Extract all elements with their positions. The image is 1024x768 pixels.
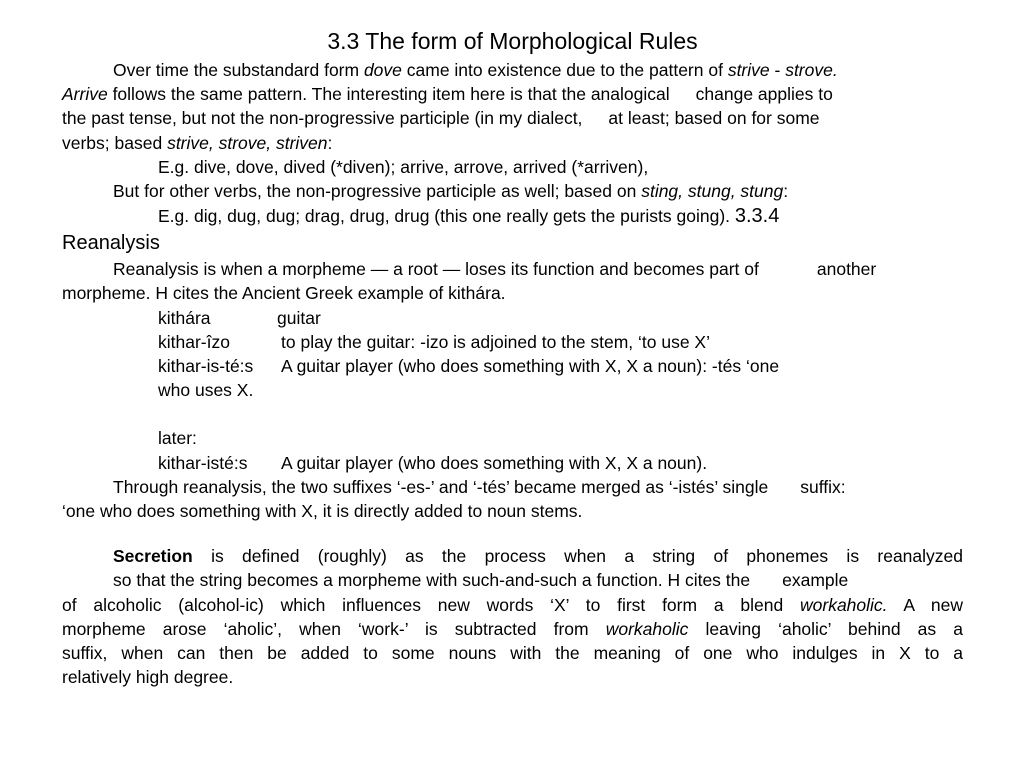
text: Over time the substandard form — [113, 60, 364, 80]
text: follows the same pattern. The interesting item here is that the analogical — [107, 84, 670, 105]
p4-line-6: relatively high degree. — [62, 667, 234, 688]
gloss: A guitar player (who does something with X, X a noun): -tés ‘one — [281, 356, 780, 377]
p1-line-3 — [62, 106, 963, 130]
p2-example — [62, 203, 963, 230]
example-kithar-istes — [62, 451, 963, 475]
bold-term: Secretion — [113, 546, 193, 567]
text: Reanalysis is when a morpheme — a root — loses its function and becomes part of — [113, 259, 759, 280]
greek-form: kithára — [158, 307, 211, 328]
greek-form: kithar-îzo — [158, 331, 230, 352]
p4-line-5 — [62, 641, 963, 665]
text: of alcoholic (alcohol-ic) which influences new words ‘X’ to first form a blend — [62, 594, 784, 615]
text: E.g. dig, dug, dug; drag, drug, drug (this one really gets the purists going). — [158, 206, 735, 227]
paragraph-gap — [62, 523, 963, 544]
gloss: guitar — [277, 307, 321, 328]
p3-line-2: morpheme. H cites the Ancient Greek example of kithára. — [62, 283, 506, 304]
text: the past tense, but not the non-progressive participle (in my dialect, — [62, 108, 583, 129]
italic-term: Arrive — [62, 84, 108, 105]
example-gloss-continued: who uses X. — [158, 380, 254, 401]
p1-line-4 — [62, 131, 963, 155]
section-title: 3.3 The form of Morphological Rules — [327, 28, 698, 54]
italic-term: strive — [727, 60, 770, 80]
italic-term: workaholic. — [800, 594, 888, 615]
blank-line — [62, 402, 963, 426]
later-label: later: — [158, 428, 197, 449]
text: But for other verbs, the non-progressive participle as well; based on — [113, 181, 642, 202]
italic-term: workaholic — [605, 618, 689, 639]
example-kithar-is-tes — [62, 354, 963, 378]
p2-line-1 — [62, 179, 963, 203]
p3-line-1 — [62, 257, 963, 281]
text: Through reanalysis, the two suffixes ‘-es-’ and ‘-tés’ became merged as ‘-istés’ single — [113, 476, 769, 497]
text: meaning of one who indulges in X to a — [593, 643, 963, 664]
text: - — [769, 60, 786, 80]
text: suffix, when can then be added to some nouns with the — [62, 643, 580, 664]
example-kithara — [62, 306, 963, 330]
example-kithar-izo — [62, 330, 963, 354]
text: : — [783, 181, 789, 202]
subsection-number: 3.3.4 — [734, 205, 780, 228]
greek-form: kithar-isté:s — [158, 452, 248, 473]
gloss: to play the guitar: -izo is adjoined to the stem, ‘to use X’ — [281, 331, 710, 352]
subsection-title: Reanalysis — [62, 232, 160, 255]
p1-line-2 — [62, 82, 963, 106]
text: so that the string becomes a morpheme with such-and-such a function. H cites the — [113, 570, 751, 591]
italic-term: dove — [363, 60, 402, 80]
p4-line-2 — [62, 568, 963, 592]
text: : — [327, 132, 333, 153]
text: suffix: — [800, 476, 846, 497]
greek-form: kithar-is-té:s — [158, 356, 254, 377]
p3-line-3 — [62, 475, 963, 499]
text: verbs; based — [62, 132, 168, 153]
italic-term: strive, strove, striven — [167, 132, 328, 153]
text: change applies to — [695, 84, 833, 105]
p1-example: E.g. dive, dove, dived (*diven); arrive, arrove, arrived (*arriven), — [158, 156, 649, 177]
text: came into existence due to the pattern of — [401, 60, 728, 80]
text: A new — [903, 594, 963, 615]
document-page — [62, 26, 963, 689]
text: morpheme arose ‘aholic’, when ‘work-’ is subtracted from — [62, 618, 606, 639]
text: is defined (roughly) as the process when a string of phonemes is reanalyzed — [192, 546, 963, 567]
p4-line-1 — [62, 544, 963, 568]
italic-term: sting, stung, stung — [641, 181, 784, 202]
p3-line-4: ‘one who does something with X, it is directly added to noun stems. — [62, 501, 583, 522]
gloss: A guitar player (who does something with X, X a noun). — [281, 452, 708, 473]
text: another — [816, 259, 877, 280]
p4-line-3 — [62, 593, 963, 617]
text: example — [782, 570, 849, 591]
p1-line-1 — [62, 58, 963, 82]
text: leaving ‘aholic’ behind as a — [688, 618, 963, 639]
text: at least; based on for some — [608, 108, 820, 129]
p4-line-4 — [62, 617, 963, 641]
italic-term: strove. — [785, 60, 838, 80]
